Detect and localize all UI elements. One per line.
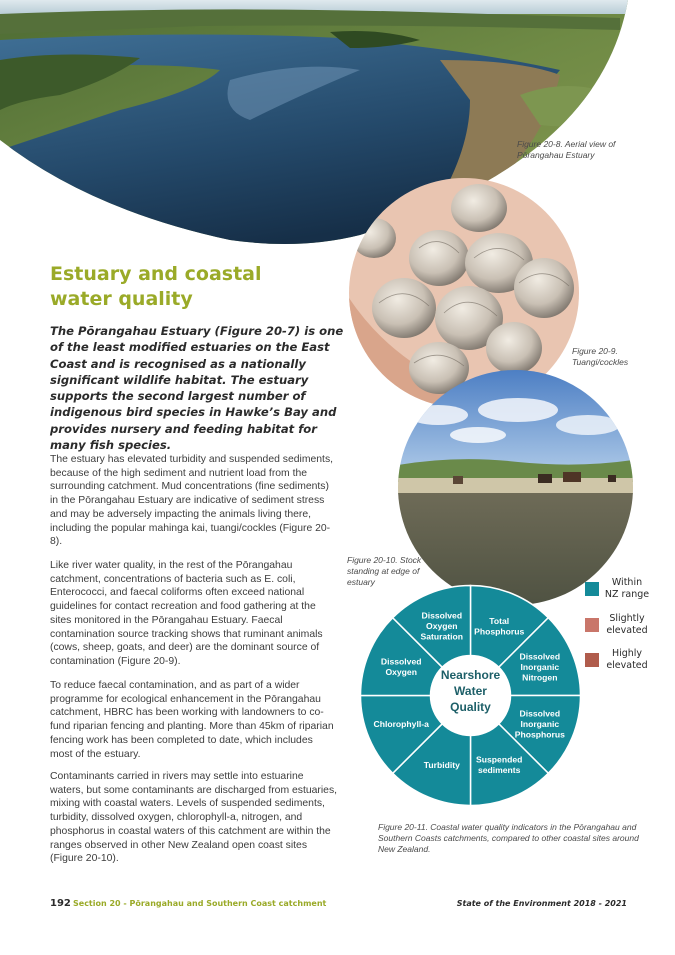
legend-label-line: Highly xyxy=(611,648,643,659)
wheel-segment-label: Dissolved xyxy=(519,708,561,719)
wheel-segment-label: Dissolved xyxy=(380,656,422,667)
legend-label-line: NZ range xyxy=(604,588,650,600)
figure-20-8-caption: Figure 20-8. Aerial view of Pōrangahau Estuary xyxy=(517,139,616,160)
legend-label xyxy=(603,577,651,600)
body-paragraph-4: Contaminants carried in rivers may settle into estuarine waters, but some contaminants are discharged from estuaries, mixing with coastal waters. Levels of suspended sediments, turbidity, dissolved oxygen, chlorophyll-a, nitrogen, and phosphorus in coastal waters of this catchment are within the ranges observed in other New Zealand open coast sites (Figure 20-10). xyxy=(50,771,338,865)
wheel-segment-label: Phosphorus xyxy=(474,626,525,637)
wheel-segment-label: Dissolved xyxy=(421,610,463,621)
footer-publication-title: State of the Environment 2018 - 2021 xyxy=(456,899,627,908)
legend-swatch xyxy=(585,582,599,596)
figure-20-10-caption: Figure 20-10. Stock standing at edge of estuary xyxy=(347,555,422,587)
wheel-segment-label: Oxygen xyxy=(385,667,417,678)
wheel-segment-label: Inorganic xyxy=(520,661,560,672)
body-paragraph-1: The estuary has elevated turbidity and suspended sediments, because of the high sediment and nutrient load from the surrounding catchment. Mud concentrations (fine sediments) in the Pōrangahau Estuary are indicative of sediment stress and may be adversely impacting the animals living there, including the popular mahinga kai, tuangi/cockles (Figure 20-8). xyxy=(50,454,334,548)
legend-label-line: Within xyxy=(611,577,643,588)
legend-swatch xyxy=(585,653,599,667)
page-number: 192 xyxy=(50,898,71,909)
heading-line-1: Estuary and coastal xyxy=(50,263,262,285)
legend-label-line: Slightly xyxy=(609,613,645,624)
wheel-segment-label: Total xyxy=(489,615,510,626)
wheel-segment-label: Suspended xyxy=(476,754,523,765)
legend-label-line: elevated xyxy=(606,624,648,636)
wheel-center-line-3: Quality xyxy=(450,700,491,714)
footer-section-title: Section 20 - Pōrangahau and Southern Coast catchment xyxy=(73,899,327,908)
heading-line-2: water quality xyxy=(50,288,193,310)
wheel-center-line-2: Water xyxy=(454,684,487,698)
wheel-segment-label: Chlorophyll-a xyxy=(373,719,429,730)
wheel-segment-label: Dissolved xyxy=(519,651,561,662)
legend-label xyxy=(603,648,651,671)
wheel-segment-label: sediments xyxy=(477,765,521,776)
wheel-center-line-1: Nearshore xyxy=(440,668,501,682)
legend-label-line: elevated xyxy=(606,659,648,671)
body-paragraph-2: Like river water quality, in the rest of the Pōrangahau catchment, concentrations of bacteria such as E. coli, Enterococci, and faecal coliforms often exceed national guidelines for contact recreation and food gathering at the sites monitored in the Pōrangahau Estuary. Faecal contamination source tracking shows that ruminant animals (cows, sheep, goats, and deer) are the dominant source of contamination (Figure 20-9). xyxy=(50,560,323,667)
figure-20-9-caption: Figure 20-9. Tuangi/cockles xyxy=(572,346,629,367)
section-heading xyxy=(50,262,330,312)
legend-swatch xyxy=(585,618,599,632)
wheel-segment-label: Saturation xyxy=(420,631,464,642)
wheel-segment-label: Phosphorus xyxy=(514,729,565,740)
wheel-segment-label: Nitrogen xyxy=(522,672,558,683)
body-paragraph-3: To reduce faecal contamination, and as part of a wider programme for ecological enhancement in the Pōrangahau catchment, HBRC has been working with landowners to co-fund riparian fencing and planting. More than 45km of riparian fencing work has been completed to date, which includes most of the estuary. xyxy=(50,680,334,760)
legend-label xyxy=(603,613,651,636)
intro-paragraph: The Pōrangahau Estuary (Figure 20-7) is one of the least modified estuaries on the East Coast and is recognised as a nationally significant wildlife habitat. The estuary supports the second largest number of indigenous bird species in Hawke’s Bay and provides nursery and feeding habitat for many fish species. xyxy=(50,324,344,453)
wheel-segment-label: Turbidity xyxy=(423,759,460,770)
wheel-segment-label: Oxygen xyxy=(426,621,458,632)
water-quality-wheel xyxy=(358,583,583,808)
figure-20-11-caption: Figure 20-11. Coastal water quality indicators in the Pōrangahau and Southern Coasts catchments, compared to other coastal sites around New Zealand. xyxy=(378,822,639,854)
wheel-segment-label: Inorganic xyxy=(520,719,560,730)
